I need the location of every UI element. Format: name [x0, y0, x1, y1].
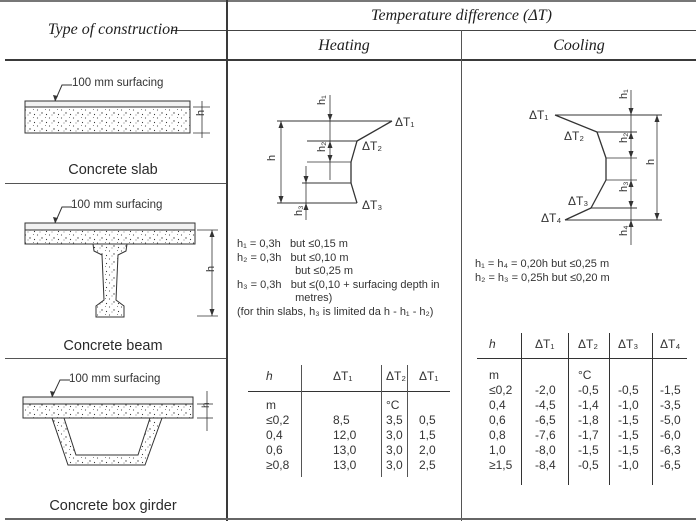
heating-cell: 0,6 [266, 443, 283, 457]
cooling-cell: -2,0 [535, 383, 556, 397]
cooling-table-col-rule [609, 333, 610, 485]
beam-surfacing-label: 100 mm surfacing [71, 199, 163, 211]
heating-cell: 0,4 [266, 428, 283, 442]
cooling-cell: 1,0 [489, 443, 506, 457]
svg-text:h₃: h₃ [293, 205, 305, 216]
heating-cell: 13,0 [333, 458, 357, 472]
cooling-col-header-dt3: ΔT₃ [618, 337, 639, 351]
svg-text:h₁: h₁ [316, 95, 328, 105]
cooling-cell: -1,0 [618, 458, 639, 472]
cooling-notes [475, 258, 610, 285]
cooling-header: Cooling [553, 37, 605, 54]
svg-text:ΔT₁: ΔT₁ [529, 108, 549, 122]
cooling-table-col-rule [521, 333, 522, 485]
cooling-cell: -1,5 [618, 413, 639, 427]
concrete-slab-diagram [0, 60, 226, 160]
heating-cell: 3,0 [386, 443, 403, 457]
cooling-table-header-rule [477, 358, 687, 359]
cooling-cell: -1,5 [578, 443, 599, 457]
cooling-cell: 0,6 [489, 413, 506, 427]
cooling-col-header-h: h [489, 337, 496, 351]
svg-text:h₁: h₁ [618, 89, 630, 99]
concrete-beam-caption: Concrete beam [63, 338, 163, 354]
heating-cell: 2,5 [419, 458, 436, 472]
svg-text:h₄: h₄ [618, 225, 630, 236]
heating-table-col-rule [381, 365, 382, 477]
concrete-box-girder-caption: Concrete box girder [49, 498, 177, 514]
type-of-construction-header: Type of construction [47, 21, 179, 38]
heating-col-header-h: h [266, 369, 273, 383]
heating-table-col-rule [301, 365, 302, 477]
heating-notes [237, 238, 440, 319]
heating-table-header-rule [248, 391, 450, 392]
row-divider-1 [5, 183, 226, 184]
svg-text:h: h [266, 154, 278, 161]
cooling-cell: -7,6 [535, 428, 556, 442]
cooling-cell: ≤0,2 [489, 383, 513, 397]
heating-note-line: (for thin slabs, h₃ is limited da h - h₁ - h₂) [237, 305, 434, 318]
cooling-cell: -1,5 [618, 428, 639, 442]
svg-text:h: h [205, 265, 217, 272]
svg-text:h: h [201, 402, 212, 408]
heating-cell: 2,0 [419, 443, 436, 457]
heating-col-header-dt3: ΔT₁ [419, 369, 439, 383]
box-girder-surfacing-label: 100 mm surfacing [69, 373, 161, 385]
cooling-cell: -5,0 [660, 413, 681, 427]
heating-cell: 3,0 [386, 458, 403, 472]
heating-cell: ≥0,8 [266, 458, 290, 472]
cooling-cell: -8,4 [535, 458, 556, 472]
cooling-profile-diagram [462, 60, 696, 255]
cooling-cell: -1,5 [660, 383, 681, 397]
svg-text:h: h [195, 109, 207, 116]
slab-surfacing-label: 100 mm surfacing [72, 77, 164, 89]
heating-note-line: metres) [237, 292, 333, 304]
concrete-slab-caption: Concrete slab [68, 162, 158, 178]
svg-text:h: h [645, 158, 657, 165]
cooling-cell: -6,3 [660, 443, 681, 457]
cooling-cell: -1,5 [618, 443, 639, 457]
cooling-cell: -1,4 [578, 398, 599, 412]
heating-cell: ≤0,2 [266, 413, 290, 427]
cooling-col-header-dt2: ΔT₂ [578, 337, 599, 351]
cooling-cell: -6,5 [535, 413, 556, 427]
cooling-cell: -6,5 [660, 458, 681, 472]
heating-unit-temp: °C [386, 398, 400, 412]
svg-text:ΔT₃: ΔT₃ [568, 194, 589, 208]
cooling-table-col-rule [652, 333, 653, 485]
svg-text:ΔT₂: ΔT₂ [564, 129, 585, 143]
heating-profile-diagram [227, 60, 461, 225]
cooling-note-line: h₂ = h₃ = 0,25h but ≤0,20 m [475, 271, 610, 284]
cooling-table [477, 333, 692, 493]
heating-cell: 1,5 [419, 428, 436, 442]
svg-text:ΔT₄: ΔT₄ [541, 211, 562, 225]
svg-text:ΔT₁: ΔT₁ [395, 115, 415, 129]
cooling-cell: -4,5 [535, 398, 556, 412]
cooling-cell: 0,4 [489, 398, 506, 412]
svg-text:h₂: h₂ [316, 141, 328, 152]
heating-cell: 13,0 [333, 443, 357, 457]
heating-header: Heating [318, 37, 370, 54]
cooling-cell: 0,8 [489, 428, 506, 442]
temperature-difference-header: Temperature difference (ΔT) [371, 7, 552, 24]
cooling-unit-temp: °C [578, 368, 592, 382]
heating-note-line: but ≤0,25 m [237, 265, 354, 277]
cooling-note-line: h₁ = h₄ = 0,20h but ≤0,25 m [475, 258, 610, 270]
cooling-cell: -8,0 [535, 443, 556, 457]
heating-unit-h: m [266, 398, 276, 412]
heating-table [248, 365, 453, 485]
cooling-cell: -6,0 [660, 428, 681, 442]
cooling-unit-h: m [489, 368, 499, 382]
svg-text:h₃: h₃ [618, 181, 630, 192]
heating-cell: 8,5 [333, 413, 350, 427]
cooling-cell: -1,7 [578, 428, 599, 442]
row-divider-2 [5, 358, 226, 359]
heating-col-header-dt2: ΔT₂ [386, 369, 407, 383]
heating-cell: 3,0 [386, 428, 403, 442]
cooling-col-header-dt1: ΔT₁ [535, 337, 555, 351]
cooling-cell: ≥1,5 [489, 458, 513, 472]
cooling-cell: -1,0 [618, 398, 639, 412]
heating-table-col-rule [407, 365, 408, 477]
top-border [0, 0, 696, 2]
header-divider [171, 30, 696, 31]
heating-cell: 12,0 [333, 428, 357, 442]
svg-text:ΔT₃: ΔT₃ [362, 198, 383, 212]
svg-text:h₂: h₂ [618, 132, 630, 143]
cooling-table-col-rule [568, 333, 569, 485]
heating-note-line: h₃ = 0,3h but ≤(0,10 + surfacing depth in [237, 278, 440, 291]
cooling-cell: -3,5 [660, 398, 681, 412]
heating-cell: 3,5 [386, 413, 403, 427]
cooling-cell: -0,5 [578, 458, 599, 472]
heating-cell: 0,5 [419, 413, 436, 427]
heating-col-header-dt1: ΔT₁ [333, 369, 353, 383]
bottom-border [5, 518, 696, 520]
svg-text:ΔT₂: ΔT₂ [362, 139, 383, 153]
heating-note-line: h₁ = 0,3h but ≤0,15 m [237, 238, 348, 250]
cooling-cell: -0,5 [578, 383, 599, 397]
cooling-col-header-dt4: ΔT₄ [660, 337, 681, 351]
heating-note-line: h₂ = 0,3h but ≤0,10 m [237, 251, 349, 264]
cooling-cell: -1,8 [578, 413, 599, 427]
cooling-cell: -0,5 [618, 383, 639, 397]
